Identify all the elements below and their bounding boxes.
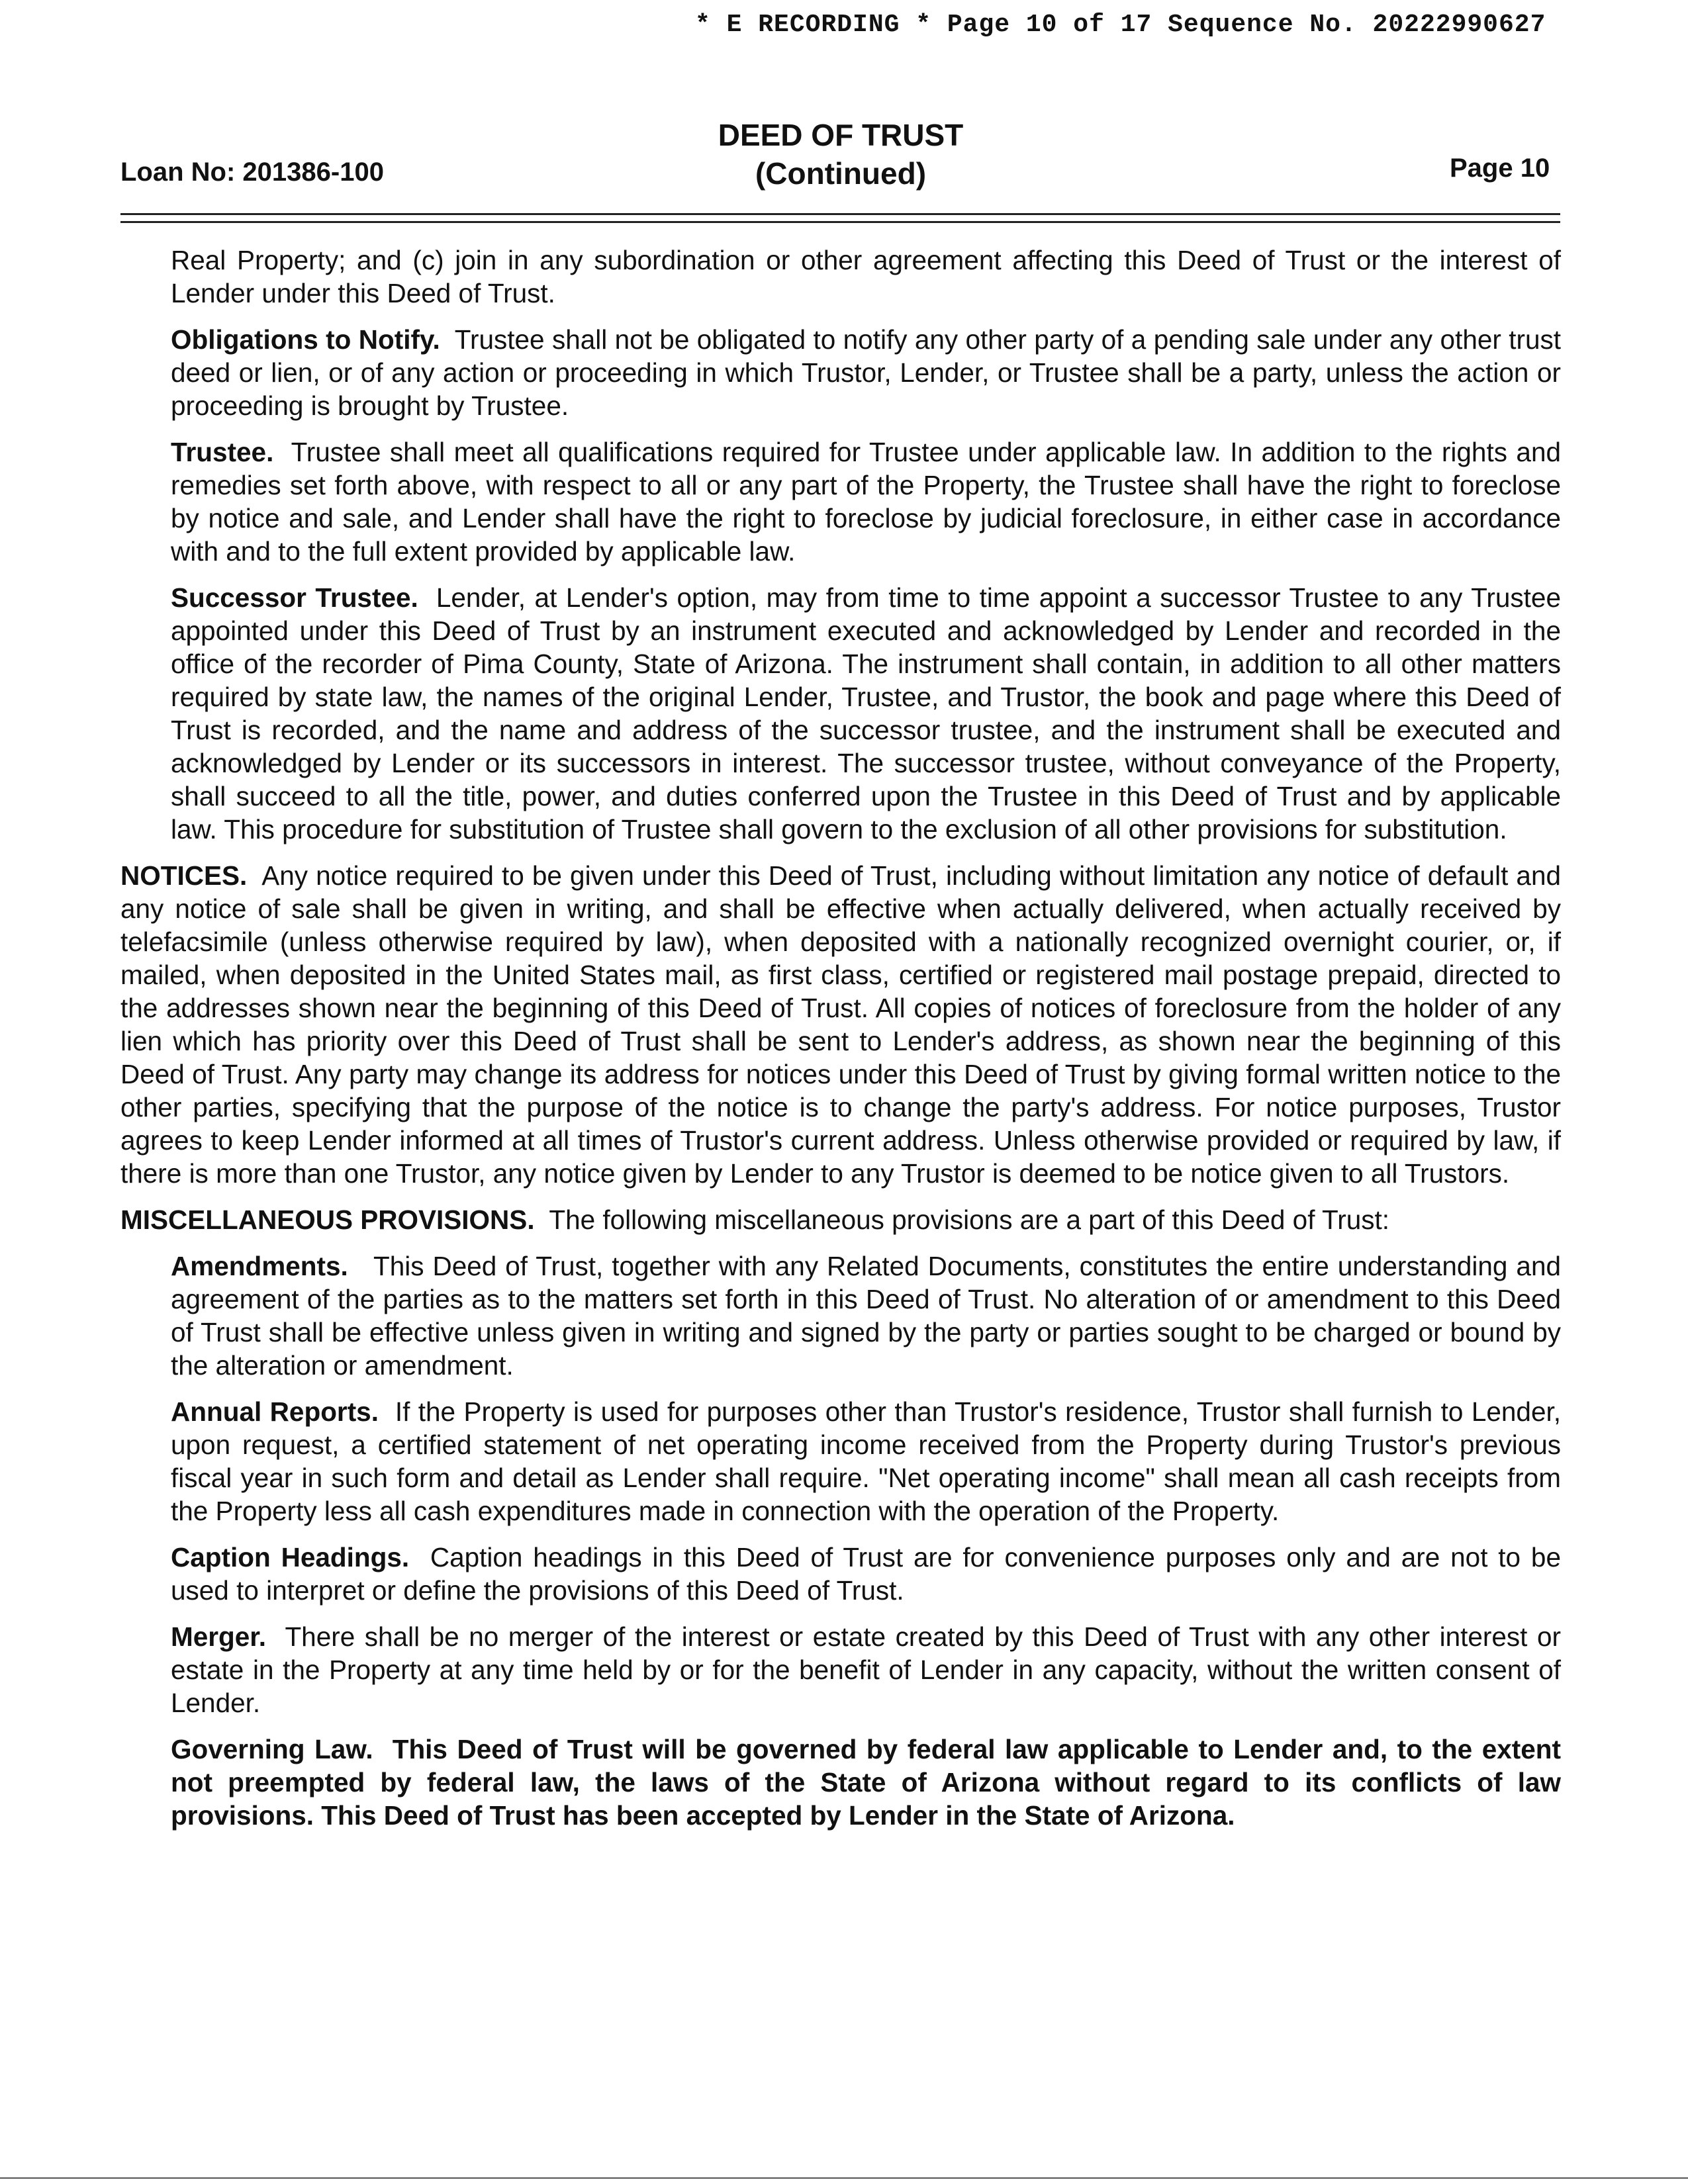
caption-label: Caption Headings. [171,1542,410,1572]
loan-number: Loan No: 201386-100 [120,158,384,187]
paragraph-governing-law [171,1733,1561,1832]
paragraph-miscellaneous [120,1203,1561,1236]
header-rule-bottom [120,221,1560,223]
obligations-text: Trustee shall not be obligated to notify any other party of a pending sale under any other trust deed or lien, or of any action or proceeding in which Trustor, Lender, or Trustee shall be a party, unless the action or proceeding is brought by Trustee. [171,324,1561,421]
paragraph-merger [171,1620,1561,1719]
paragraph-intro [171,244,1561,310]
annual-label: Annual Reports. [171,1396,379,1427]
successor-label: Successor Trustee. [171,582,418,613]
misc-text: The following miscellaneous provisions are a part of this Deed of Trust: [549,1205,1389,1235]
amendments-label: Amendments. [171,1251,348,1281]
intro-text: Real Property; and (c) join in any subordination or other agreement affecting this Deed of Trust or the interest of Lender under this Deed of Trust. [171,245,1561,308]
merger-text: There shall be no merger of the interest or estate created by this Deed of Trust with any other interest or estate in the Property at any time held by or for the benefit of Lender in any capacity, without the written consent of Lender. [171,1621,1561,1718]
governing-text: This Deed of Trust will be governed by federal law applicable to Lender and, to the extent not preempted by federal law, the laws of the State of Arizona without regard to its conflicts of law provisions. This Deed of Trust has been accepted by Lender in the State of Arizona. [171,1734,1561,1831]
document-title: DEED OF TRUST [718,118,964,152]
annual-text: If the Property is used for purposes other than Trustor's residence, Trustor shall furnish to Lender, upon request, a certified statement of net operating income received from the Property during Trustor's previous fiscal year in such form and detail as Lender shall require. "Net operating income" shall mean all cash receipts from the Property less all cash expenditures made in connection with the operation of the Property. [171,1396,1561,1526]
header-rule-top [120,213,1560,215]
document-title-block [596,116,1086,193]
obligations-label: Obligations to Notify. [171,324,440,355]
amendments-text: This Deed of Trust, together with any Related Documents, constitutes the entire understanding and agreement of the parties as to the matters set forth in this Deed of Trust. No alteration of or amendment to this Deed of Trust shall be effective unless given in writing and signed by the party or parties sought to be charged or bound by the alteration or amendment. [171,1251,1561,1381]
misc-label: MISCELLANEOUS PROVISIONS. [120,1205,535,1235]
page-number: Page 10 [1450,154,1550,183]
paragraph-trustee [171,435,1561,568]
notices-text: Any notice required to be given under this Deed of Trust, including without limitation any notice of default and any notice of sale shall be given in writing, and shall be effective when actually delivered, when actually received by telefacsimile (unless otherwise required by law), when deposited with a nationally recognized overnight courier, or, if mailed, when deposited in the United States mail, as first class, certified or registered mail postage prepaid, directed to the addresses shown near the beginning of this Deed of Trust. All copies of notices of foreclosure from the holder of any lien which has priority over this Deed of Trust shall be sent to Lender's address, as shown near the beginning of this Deed of Trust. Any party may change its address for notices under this Deed of Trust by giving formal written notice to the other parties, specifying that the purpose of the notice is to change the party's address. For notice purposes, Trustor agrees to keep Lender informed at all times of Trustor's current address. Unless otherwise provided or required by law, if there is more than one Trustor, any notice given by Lender to any Trustor is deemed to be notice given to all Trustors. [120,860,1562,1189]
paragraph-amendments [171,1250,1561,1382]
notices-label: NOTICES. [120,860,248,891]
trustee-text: Trustee shall meet all qualifications required for Trustee under applicable law. In addition to the rights and remedies set forth above, with respect to all or any part of the Property, the Trustee shall have the right to foreclose by notice and sale, and Lender shall have the right to foreclose by judicial foreclosure, in either case in accordance with and to the full extent provided by applicable law. [171,437,1561,567]
footer-rule [0,2177,1688,2179]
merger-label: Merger. [171,1621,267,1652]
paragraph-annual-reports [171,1395,1561,1527]
trustee-label: Trustee. [171,437,274,467]
successor-text: Lender, at Lender's option, may from time to time appoint a successor Trustee to any Trustee appointed under this Deed of Trust by an instrument executed and acknowledged by Lender and recorded in the office of the recorder of Pima County, State of Arizona. The instrument shall contain, in addition to all other matters required by state law, the names of the original Lender, Trustee, and Trustor, the book and page where this Deed of Trust is recorded, and the name and address of the successor trustee, and the instrument shall be executed and acknowledged by Lender or its successors in interest. The successor trustee, without conveyance of the Property, shall succeed to all the title, power, and duties conferred upon the Trustee in this Deed of Trust and by applicable law. This procedure for substitution of Trustee shall govern to the exclusion of all other provisions for substitution. [171,582,1561,844]
document-subtitle: (Continued) [755,156,927,191]
governing-label: Governing Law. [171,1734,373,1764]
caption-text: Caption headings in this Deed of Trust are for convenience purposes only and are not to be used to interpret or define the provisions of this Deed of Trust. [171,1542,1561,1606]
paragraph-successor-trustee [171,581,1561,846]
paragraph-caption-headings [171,1541,1561,1607]
document-body [120,244,1561,1845]
paragraph-obligations [171,323,1561,422]
recording-stamp: * E RECORDING * Page 10 of 17 Sequence No. 20222990627 [695,11,1546,39]
paragraph-notices [120,859,1561,1190]
